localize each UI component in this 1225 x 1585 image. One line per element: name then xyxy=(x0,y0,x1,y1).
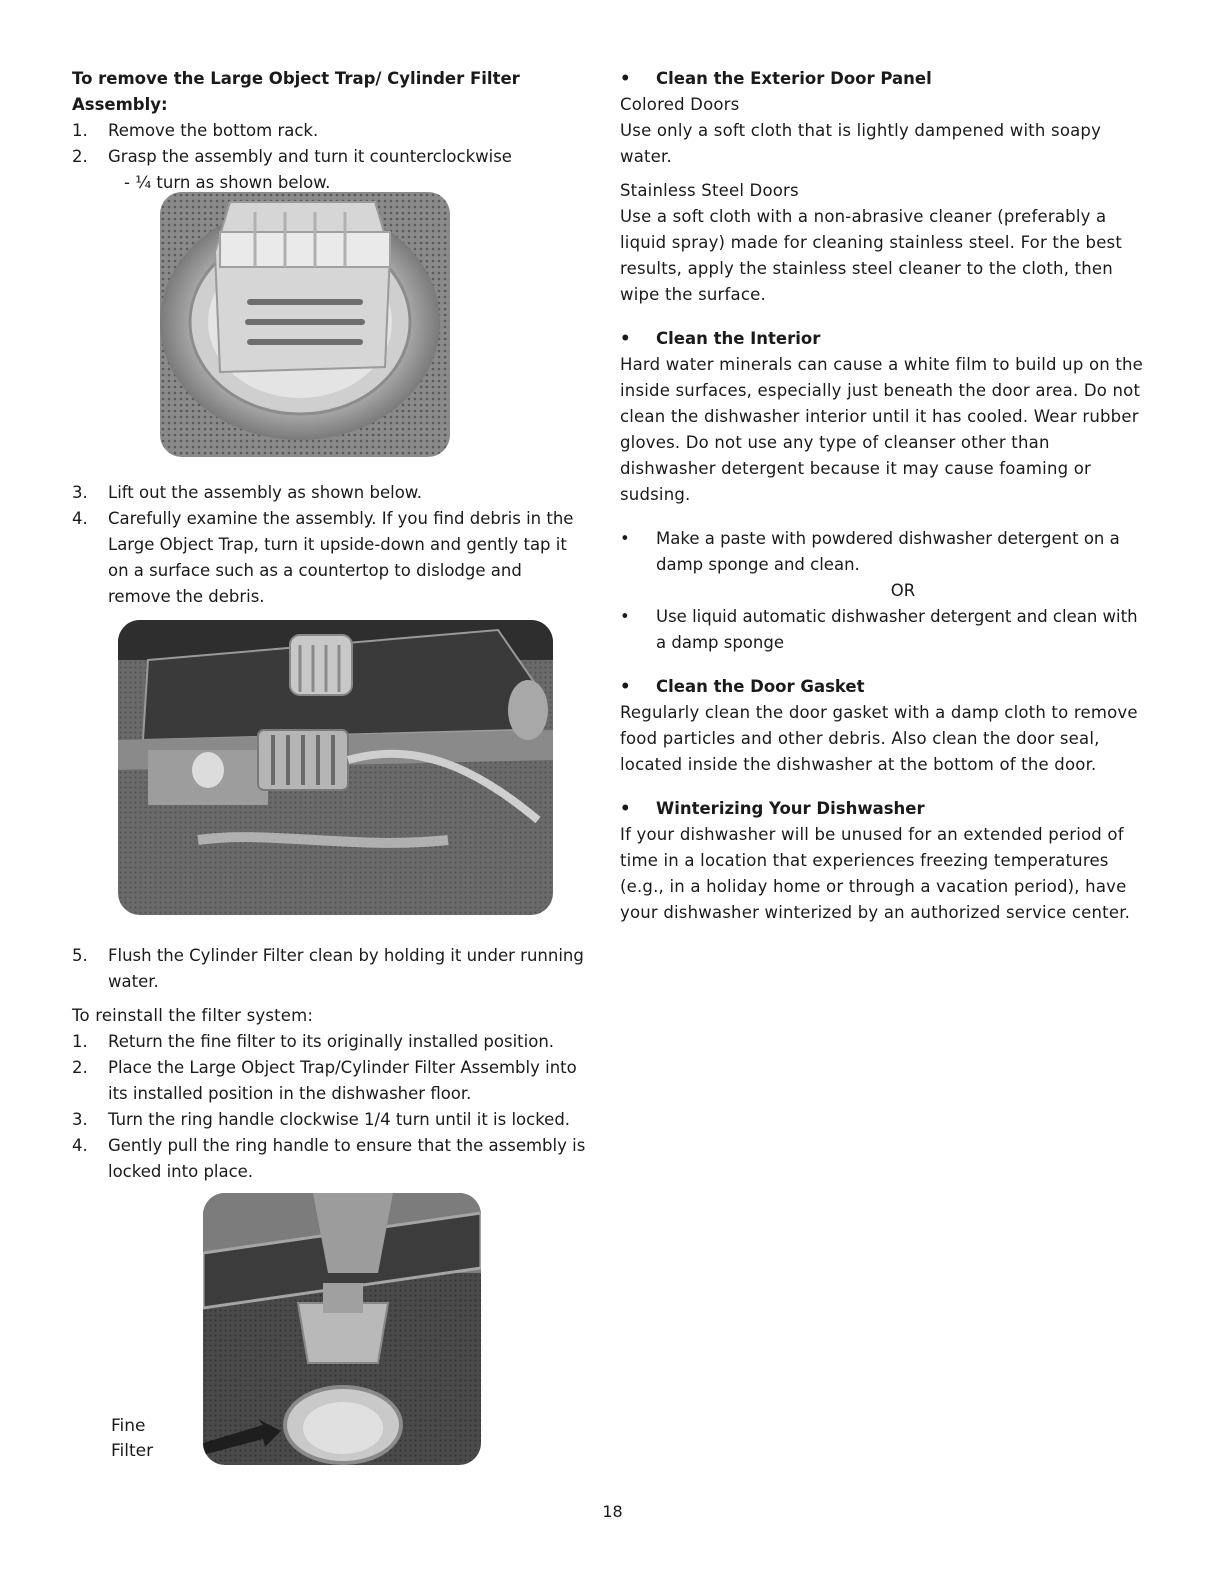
step-number: 2. xyxy=(72,1058,88,1077)
left-column-lower xyxy=(72,943,597,1185)
stainless-doors-text: Use a soft cloth with a non-abrasive cleaner (preferably a liquid spray) made for cleaning stainless steel. For the best results, apply the stainless steel cleaner to the cloth, then wipe the surface. xyxy=(620,207,1123,304)
lift-step xyxy=(72,506,588,610)
step-number: 2. xyxy=(72,147,88,166)
bullet-text: Use liquid automatic dishwasher detergent and clean with a damp sponge xyxy=(656,607,1138,652)
step-number: 4. xyxy=(72,509,88,528)
step-text: Remove the bottom rack. xyxy=(108,121,319,140)
step-number: 1. xyxy=(72,1032,88,1051)
step-text: Place the Large Object Trap/Cylinder Filter Assembly into its installed position in the dishwasher floor. xyxy=(108,1058,577,1103)
or-separator: OR xyxy=(890,581,916,600)
colored-doors-text: Use only a soft cloth that is lightly dampened with soapy water. xyxy=(620,121,1102,166)
colored-doors-subheading: Colored Doors xyxy=(620,95,740,114)
gasket-text: Regularly clean the door gasket with a damp cloth to remove food particles and other debris. Also clean the door seal, located inside the dishwasher at the bottom of the door. xyxy=(620,703,1138,774)
fine-label-line2: Filter xyxy=(111,1441,154,1461)
lift-step xyxy=(72,480,597,506)
bullet-icon: • xyxy=(620,607,630,626)
flush-step xyxy=(72,943,598,995)
page-number: 18 xyxy=(602,1502,623,1521)
lift-assembly-photo xyxy=(118,620,553,915)
reinstall-step xyxy=(72,1107,597,1133)
step-number: 3. xyxy=(72,483,88,502)
left-column-steps-3-4 xyxy=(72,480,597,610)
remove-step xyxy=(72,118,597,144)
bullet-text: Make a paste with powdered dishwasher detergent on a damp sponge and clean. xyxy=(656,529,1120,574)
heading-text: Clean the Door Gasket xyxy=(656,677,865,696)
filter-assembly-photo xyxy=(160,192,450,457)
quarter-turn-note: - ¼ turn as shown below. xyxy=(124,173,331,192)
step-number: 3. xyxy=(72,1110,88,1129)
reinstall-title: To reinstall the filter system: xyxy=(72,1006,314,1025)
interior-text: Hard water minerals can cause a white film to build up on the inside surfaces, especially just beneath the door area. Do not clean the dishwasher interior until it has cooled. Wear rubber gloves. Do not use any type of cleanser other than dishwasher detergent because it may cause foaming or sudsing. xyxy=(620,355,1144,504)
fine-filter-label xyxy=(111,1414,153,1464)
reinstall-step xyxy=(72,1029,597,1055)
bullet-icon: • xyxy=(620,677,631,696)
remove-title-line1: To remove the Large Object Trap/ Cylinder Filter xyxy=(72,69,520,88)
reinstall-step xyxy=(72,1133,598,1185)
remove-step xyxy=(72,144,597,170)
step-text: Return the fine filter to its originally installed position. xyxy=(108,1032,555,1051)
fine-label-line1: Fine xyxy=(111,1416,146,1436)
winterizing-text: If your dishwasher will be unused for an extended period of time in a location that experiences freezing temperatures (e.g., in a holiday home or through a vacation period), have your dishwasher winterized by an authorized service center. xyxy=(620,825,1131,922)
step-text: Turn the ring handle clockwise 1/4 turn until it is locked. xyxy=(108,1110,571,1129)
gasket-heading xyxy=(620,674,1150,700)
lift-assembly-image xyxy=(118,620,553,915)
interior-heading xyxy=(620,326,1150,352)
winterizing-heading xyxy=(620,796,1150,822)
reinstall-step xyxy=(72,1055,588,1107)
heading-text: Winterizing Your Dishwasher xyxy=(656,799,925,818)
filter-assembly-image xyxy=(160,192,450,457)
fine-filter-image xyxy=(203,1193,481,1465)
heading-text: Clean the Exterior Door Panel xyxy=(656,69,932,88)
liquid-bullet xyxy=(620,604,1150,656)
bullet-icon: • xyxy=(620,69,631,88)
right-column xyxy=(620,66,1150,926)
exterior-heading xyxy=(620,66,1150,92)
bullet-icon: • xyxy=(620,799,631,818)
bullet-icon: • xyxy=(620,329,631,348)
step-number: 5. xyxy=(72,946,88,965)
stainless-doors-subheading: Stainless Steel Doors xyxy=(620,181,799,200)
remove-title-line2: Assembly: xyxy=(72,95,168,114)
bullet-icon: • xyxy=(620,529,630,548)
step-number: 1. xyxy=(72,121,88,140)
step-text: Lift out the assembly as shown below. xyxy=(108,483,423,502)
step-text: Flush the Cylinder Filter clean by holding it under running water. xyxy=(108,946,584,991)
step-number: 4. xyxy=(72,1136,88,1155)
step-text: Grasp the assembly and turn it counterclockwise xyxy=(108,147,512,166)
paste-bullet xyxy=(620,526,1150,578)
fine-filter-photo xyxy=(203,1193,481,1465)
left-column xyxy=(72,66,597,196)
step-text: Carefully examine the assembly. If you find debris in the Large Object Trap, turn it upside-down and gently tap it on a surface such as a countertop to dislodge and remove the debris. xyxy=(108,509,574,606)
heading-text: Clean the Interior xyxy=(656,329,821,348)
step-text: Gently pull the ring handle to ensure that the assembly is locked into place. xyxy=(108,1136,586,1181)
